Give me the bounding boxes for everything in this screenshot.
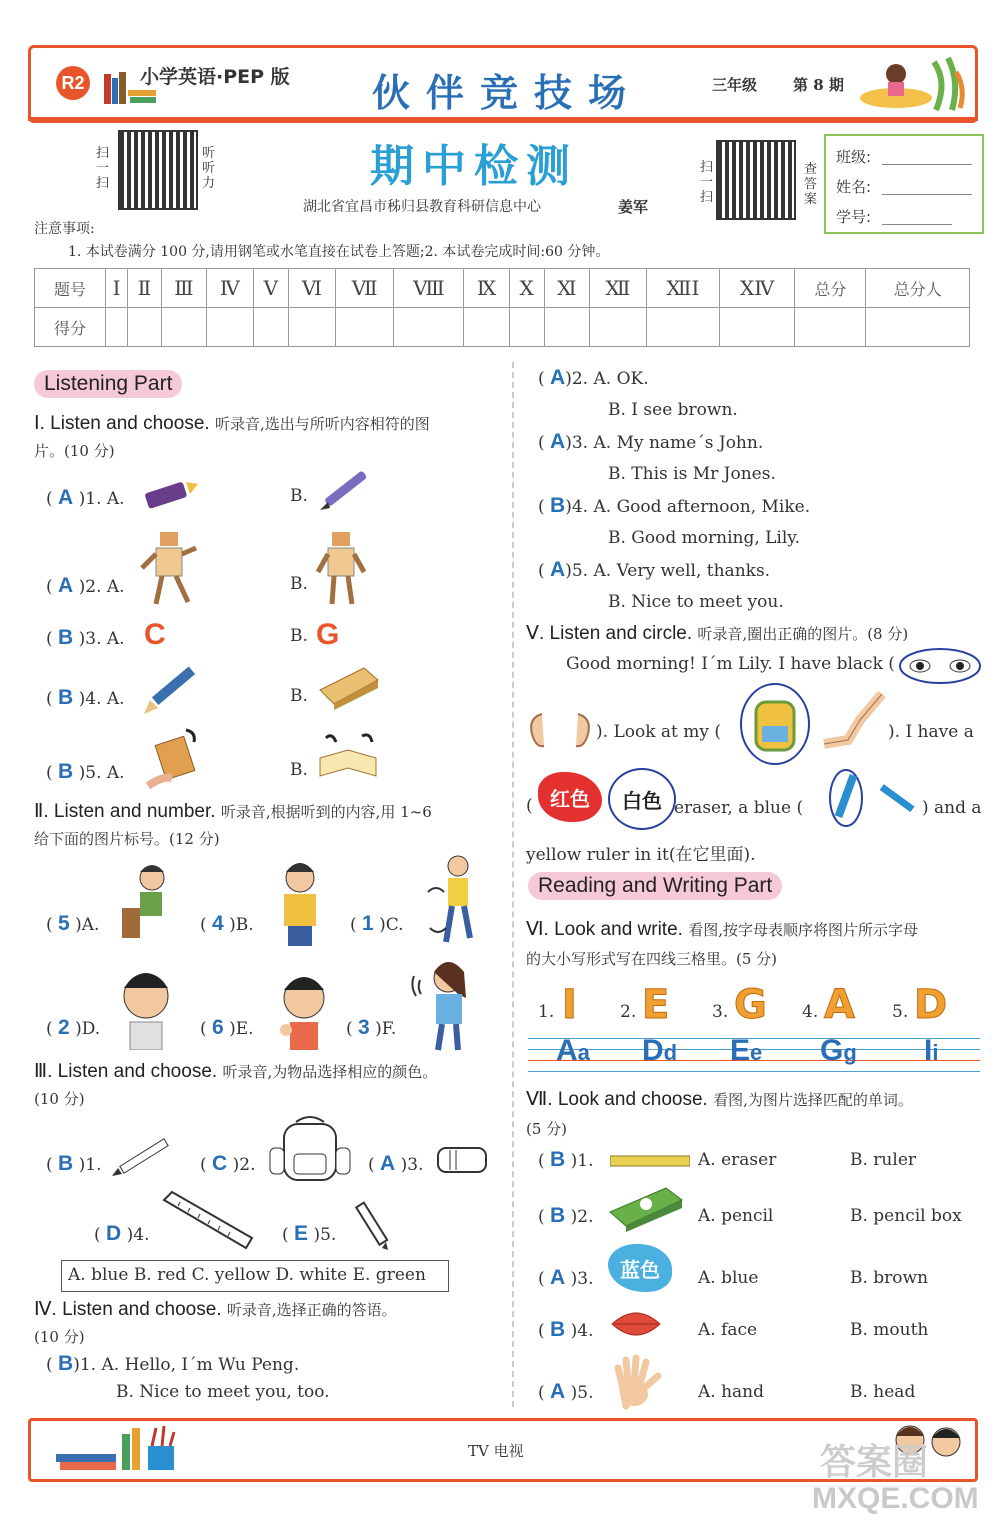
section-4-item-4: ( B)4. A. Good afternoon, Mike. xyxy=(538,494,811,517)
score-col: Ⅲ xyxy=(161,269,206,308)
scorer-cell[interactable] xyxy=(866,308,970,347)
answer-aa xyxy=(556,1034,590,1068)
answer[interactable]: A xyxy=(550,366,566,389)
section-5-bracket-open: ( xyxy=(526,796,533,816)
answer[interactable]: A xyxy=(58,574,74,597)
section-1-item-4: ( B )4. A. xyxy=(46,686,125,709)
section-5-title-en: Ⅴ. Listen and circle. xyxy=(526,623,693,644)
section-6-title-en: Ⅵ. Look and write. xyxy=(526,919,683,940)
section-4-title xyxy=(34,1298,397,1321)
section-2-item-d: ( 2 )D. xyxy=(46,1016,101,1039)
pens-circled-icon[interactable] xyxy=(826,768,920,828)
fancy-letter-g: G xyxy=(734,982,767,1028)
section-2-item-b: ( 4 )B. xyxy=(200,912,254,935)
section-3-item-4: ( D )4. xyxy=(94,1222,150,1245)
section-2-item-f: ( 3 )F. xyxy=(346,1016,397,1039)
item-label: )B. xyxy=(229,915,254,935)
option-a: A. Hello, I´m Wu Peng. xyxy=(101,1355,300,1375)
section-4-item-4-option-b: B. Good morning, Lily. xyxy=(608,528,801,548)
robot-icon xyxy=(136,528,202,608)
answer[interactable]: B xyxy=(550,1148,566,1171)
item-number: )5. A. xyxy=(78,763,125,783)
section-5-line-4: yellow ruler in it(在它里面). xyxy=(526,845,756,865)
boy-clapping-icon xyxy=(272,970,334,1052)
score-cell[interactable] xyxy=(589,308,646,347)
answer[interactable]: A xyxy=(380,1152,396,1175)
section-7-item-1-b: B. ruler xyxy=(850,1150,916,1170)
red-color-patch: 红色 xyxy=(538,772,602,822)
ruler-icon xyxy=(610,1154,690,1168)
section-5-line-2b: ). I have a xyxy=(888,722,974,742)
score-col: Ⅶ xyxy=(335,269,393,308)
item-number: )3. xyxy=(570,1269,594,1289)
pen-icon xyxy=(316,464,374,516)
section-7-item-1: ( B )1. xyxy=(538,1148,594,1171)
item-number: )4. xyxy=(570,1321,594,1341)
section-4-item-5-option-b: B. Nice to meet you. xyxy=(608,592,784,612)
section-1-item-2-b: B. xyxy=(290,574,308,594)
section-1-instruction-cont: 片。(10 分) xyxy=(34,442,115,460)
section-5-line-3b: ) and a xyxy=(922,798,982,818)
answer[interactable]: B xyxy=(58,626,74,649)
section-7-item-3: ( A )3. xyxy=(538,1266,594,1289)
item-number: )5. xyxy=(565,561,589,581)
letter-c-picture: C xyxy=(144,618,166,651)
answer[interactable]: D xyxy=(106,1222,122,1245)
answer[interactable]: A xyxy=(58,486,74,509)
answer[interactable]: E xyxy=(294,1222,309,1245)
section-5-line-2a: ). Look at my ( xyxy=(596,722,722,742)
backpack-outline-icon xyxy=(266,1114,354,1186)
section-1-item-5-b: B. xyxy=(290,760,308,780)
watermark-text: 答案圈 xyxy=(820,1441,929,1482)
white-color-circled[interactable]: 白色 xyxy=(608,768,676,830)
item-number: )1. xyxy=(73,1355,97,1375)
section-2-title xyxy=(34,800,432,823)
item-number: )1. A. xyxy=(78,489,125,509)
blue-color-patch: 蓝色 xyxy=(608,1244,672,1292)
letter-g-picture: G xyxy=(316,618,340,651)
section-4-item-3: ( A)3. A. My name´s John. xyxy=(538,430,764,453)
answer-upper: I xyxy=(924,1034,933,1067)
class-field[interactable] xyxy=(882,164,972,165)
score-cell[interactable] xyxy=(106,308,128,347)
answer[interactable]: B xyxy=(550,494,566,517)
header-decoration-icon xyxy=(856,52,968,114)
section-5-title xyxy=(526,622,908,645)
section-1-item-5: ( B )5. A. xyxy=(46,760,125,783)
newspaper-title: 伙伴竞技场 xyxy=(372,70,643,115)
answer[interactable]: C xyxy=(212,1152,228,1175)
item-number: )4. xyxy=(126,1225,150,1245)
score-table-score-row xyxy=(35,308,970,347)
boy-touching-ear-icon xyxy=(116,968,178,1050)
answer-lower: g xyxy=(843,1040,857,1065)
answer[interactable]: 4 xyxy=(212,912,224,935)
student-info-box xyxy=(824,134,984,234)
score-cell[interactable] xyxy=(289,308,336,347)
score-cell[interactable] xyxy=(161,308,206,347)
section-4-item-5: ( A)5. A. Very well, thanks. xyxy=(538,558,771,581)
answer-ii xyxy=(924,1034,938,1068)
score-cell[interactable] xyxy=(128,308,162,347)
score-cell[interactable] xyxy=(544,308,589,347)
item-number: )5. xyxy=(313,1225,337,1245)
section-7-item-3-a: A. blue xyxy=(698,1268,759,1288)
pen-outline-icon xyxy=(110,1132,174,1180)
section-2-title-en: Ⅱ. Listen and number. xyxy=(34,801,216,822)
closed-book-icon xyxy=(142,726,204,792)
answer[interactable]: 2 xyxy=(58,1016,70,1039)
section-7-item-3-b: B. brown xyxy=(850,1268,929,1288)
fancy-letter-d: D xyxy=(914,982,948,1028)
section-6-item-4-number: 4. xyxy=(802,1002,819,1022)
color-options: A. blue B. red C. yellow D. white E. green xyxy=(68,1265,426,1285)
answer-upper: E xyxy=(730,1034,751,1067)
score-col: Ⅵ xyxy=(289,269,336,308)
answer[interactable]: B xyxy=(58,686,74,709)
section-7-title xyxy=(526,1088,913,1111)
answer-ee xyxy=(730,1034,762,1068)
section-7-item-2-b: B. pencil box xyxy=(850,1206,962,1226)
section-1-title-en: Ⅰ. Listen and choose. xyxy=(34,413,210,434)
score-table xyxy=(34,268,970,347)
item-number: )1. xyxy=(78,1155,102,1175)
option-a: A. Very well, thanks. xyxy=(593,561,771,581)
answer-upper: D xyxy=(642,1034,664,1067)
schoolbag-circled-icon[interactable] xyxy=(738,682,812,766)
option-a: A. My name´s John. xyxy=(593,433,764,453)
crayon-icon xyxy=(140,478,200,512)
notes-body: 1. 本试卷满分 100 分,请用钢笔或水笔直接在试卷上答题;2. 本试卷完成时间:60 分钟。 xyxy=(68,244,610,260)
student-id-label: 学号: xyxy=(836,208,872,226)
answer[interactable]: 6 xyxy=(212,1016,224,1039)
section-4-title-en: Ⅳ. Listen and choose. xyxy=(34,1299,222,1320)
item-number: )2. xyxy=(570,1207,594,1227)
section-4-item-2-option-b: B. I see brown. xyxy=(608,400,738,420)
answer[interactable]: 3 xyxy=(358,1016,370,1039)
score-col: Ⅳ xyxy=(207,269,254,308)
score-col: Ⅹ xyxy=(509,269,544,308)
score-cell[interactable] xyxy=(207,308,254,347)
notes-heading: 注意事项: xyxy=(34,221,95,237)
leg-icon xyxy=(818,690,890,752)
author-organization: 湖北省宜昌市秭归县教育科研信息中心 xyxy=(303,199,541,215)
answer[interactable]: B xyxy=(58,1352,74,1375)
section-7-title-en: Ⅶ. Look and choose. xyxy=(526,1089,708,1110)
item-number: )1. xyxy=(570,1151,594,1171)
pencil-outline-icon xyxy=(346,1194,392,1252)
color-options-box xyxy=(61,1260,449,1292)
books-stack-icon xyxy=(52,1424,182,1472)
section-1-item-1-b: B. xyxy=(290,486,308,506)
item-number: )3. xyxy=(400,1155,424,1175)
answer[interactable]: A xyxy=(550,430,566,453)
section-1-instruction: 听录音,选出与所听内容相符的图 xyxy=(214,415,430,433)
score-cell[interactable] xyxy=(646,308,719,347)
answer-lower: d xyxy=(663,1040,678,1065)
series-name: 小学英语·PEP 版 xyxy=(140,66,290,88)
score-col: Ⅴ xyxy=(253,269,288,308)
answer[interactable]: B xyxy=(550,1318,566,1341)
answer-lower: e xyxy=(750,1040,763,1065)
score-table-row-label: 题号 xyxy=(35,269,106,308)
section-5-instruction: 听录音,圈出正确的图片。(8 分) xyxy=(697,625,909,643)
section-2-instruction: 听录音,根据听到的内容,用 1~6 xyxy=(220,803,432,821)
answer-qr-code[interactable] xyxy=(716,140,796,220)
author-name: 姜军 xyxy=(618,198,649,216)
section-7-instruction: 看图,为图片选择匹配的单词。 xyxy=(713,1091,913,1109)
section-1-item-1: ( A )1. A. xyxy=(46,486,125,509)
section-6-item-5-number: 5. xyxy=(892,1002,909,1022)
fancy-letter-i: I xyxy=(562,982,577,1028)
item-label: )D. xyxy=(75,1019,101,1039)
reading-writing-part-heading: Reading and Writing Part xyxy=(528,872,782,900)
section-7-item-4-a: A. face xyxy=(698,1320,758,1340)
answer[interactable]: A xyxy=(550,1266,566,1289)
score-col: Ⅰ xyxy=(106,269,128,308)
score-cell[interactable] xyxy=(335,308,393,347)
answer[interactable]: A xyxy=(550,1380,566,1403)
score-cell[interactable] xyxy=(394,308,464,347)
scorer-header: 总分人 xyxy=(866,269,970,308)
header-underline xyxy=(28,117,978,121)
watermark-url: MXQE.COM xyxy=(812,1482,979,1515)
score-cell[interactable] xyxy=(509,308,544,347)
section-6-item-1-number: 1. xyxy=(538,1002,555,1022)
section-7-item-5-b: B. head xyxy=(850,1382,916,1402)
pencil-icon xyxy=(142,660,200,716)
section-3-title-en: Ⅲ. Listen and choose. xyxy=(34,1061,218,1082)
series-badge: R2 xyxy=(56,66,90,100)
score-col: ⅩⅣ xyxy=(719,269,794,308)
class-label: 班级: xyxy=(836,148,872,166)
section-2-item-a: ( 5 )A. xyxy=(46,912,100,935)
score-col: Ⅸ xyxy=(464,269,509,308)
girl-waving-icon xyxy=(408,956,480,1052)
section-6-item-2-number: 2. xyxy=(620,1002,637,1022)
item-number: )4. xyxy=(565,497,589,517)
hand-icon xyxy=(610,1354,666,1410)
section-4-item-1-option-b: B. Nice to meet you, too. xyxy=(116,1382,330,1402)
total-score-header: 总分 xyxy=(795,269,866,308)
answer-dd xyxy=(642,1034,677,1068)
section-7-item-5: ( A )5. xyxy=(538,1380,594,1403)
section-4-item-1: ( B)1. A. Hello, I´m Wu Peng. xyxy=(46,1352,300,1375)
mouth-icon xyxy=(608,1306,664,1342)
qr-left-label-b: 听听力 xyxy=(202,146,216,191)
section-3-item-3: ( A )3. xyxy=(368,1152,424,1175)
section-7-item-2-a: A. pencil xyxy=(698,1206,774,1226)
score-cell[interactable] xyxy=(464,308,509,347)
ruler-outline-icon xyxy=(160,1190,256,1252)
section-7-item-4-b: B. mouth xyxy=(850,1320,929,1340)
section-4-instruction-cont: (10 分) xyxy=(34,1328,85,1346)
column-divider xyxy=(512,362,514,1407)
section-6-item-3-number: 3. xyxy=(712,1002,729,1022)
section-6-title xyxy=(526,918,918,941)
section-1-item-3-b: B. xyxy=(290,626,308,646)
section-3-instruction-cont: (10 分) xyxy=(34,1090,85,1108)
item-label: )F. xyxy=(375,1019,397,1039)
fancy-letter-a: A xyxy=(824,982,855,1028)
section-2-item-c: ( 1 )C. xyxy=(350,912,404,935)
answer-upper: A xyxy=(556,1034,578,1067)
boy-with-backpack-icon xyxy=(270,858,332,948)
score-cell[interactable] xyxy=(253,308,288,347)
fancy-letter-e: E xyxy=(642,982,670,1028)
total-score-cell[interactable] xyxy=(795,308,866,347)
score-cell[interactable] xyxy=(719,308,794,347)
section-1-title xyxy=(34,412,430,435)
section-4-item-2: ( A)2. A. OK. xyxy=(538,366,649,389)
score-table-header-row xyxy=(35,269,970,308)
boy-spinning-icon xyxy=(424,852,486,948)
section-6-instruction: 看图,按字母表顺序将图片所示字母 xyxy=(688,921,918,939)
pencil-box-green-icon xyxy=(606,1184,686,1232)
item-number: )2. xyxy=(565,369,589,389)
eraser-outline-icon xyxy=(436,1146,488,1176)
answer-lower: i xyxy=(932,1040,939,1065)
item-number: )3. xyxy=(565,433,589,453)
name-field[interactable] xyxy=(882,194,972,195)
qr-left-label-a: 扫一扫 xyxy=(96,146,110,191)
section-1-item-3: ( B )3. A. xyxy=(46,626,125,649)
section-7-item-5-a: A. hand xyxy=(698,1382,764,1402)
section-7-item-1-a: A. eraser xyxy=(698,1150,777,1170)
name-label: 姓名: xyxy=(836,178,872,196)
listening-part-heading: Listening Part xyxy=(34,370,182,398)
option-a: A. Good afternoon, Mike. xyxy=(593,497,811,517)
section-3-title xyxy=(34,1060,437,1083)
score-col: Ⅷ xyxy=(394,269,464,308)
answer-gg xyxy=(820,1034,857,1068)
answer[interactable]: 5 xyxy=(58,912,70,935)
grade-label: 三年级 xyxy=(712,76,758,94)
item-label: )E. xyxy=(229,1019,254,1039)
answer[interactable]: B xyxy=(550,1204,566,1227)
robot-icon xyxy=(316,528,368,608)
score-row-label: 得分 xyxy=(35,308,106,347)
section-7-item-2: ( B )2. xyxy=(538,1204,594,1227)
section-4-instruction: 听录音,选择正确的答语。 xyxy=(226,1301,397,1319)
section-3-item-2: ( C )2. xyxy=(200,1152,256,1175)
score-col: ⅫI xyxy=(646,269,719,308)
answer-lower: a xyxy=(577,1040,590,1065)
section-1-item-4-b: B. xyxy=(290,686,308,706)
issue-label: 第 8 期 xyxy=(793,76,844,94)
section-1-item-2: ( A )2. A. xyxy=(46,574,125,597)
item-label: )C. xyxy=(379,915,404,935)
section-3-item-1: ( B )1. xyxy=(46,1152,102,1175)
item-label: )A. xyxy=(75,915,100,935)
ears-icon xyxy=(524,708,596,752)
eyes-circled-icon[interactable] xyxy=(898,646,986,686)
answer[interactable]: B xyxy=(58,1152,74,1175)
section-2-item-e: ( 6 )E. xyxy=(200,1016,254,1039)
item-number: )4. A. xyxy=(78,689,125,709)
listening-qr-code[interactable] xyxy=(118,130,198,210)
section-3-item-5: ( E )5. xyxy=(282,1222,337,1245)
item-number: )3. A. xyxy=(78,629,125,649)
student-id-field[interactable] xyxy=(882,224,952,225)
open-book-icon xyxy=(312,728,384,784)
qr-right-label-b: 查答案 xyxy=(804,162,818,207)
section-3-instruction: 听录音,为物品选择相应的颜色。 xyxy=(222,1063,438,1081)
section-4-item-3-option-b: B. This is Mr Jones. xyxy=(608,464,776,484)
item-number: )5. xyxy=(570,1383,594,1403)
qr-right-label-a: 扫一扫 xyxy=(700,160,714,205)
score-col: Ⅱ xyxy=(128,269,162,308)
pencil-box-icon xyxy=(316,664,380,710)
section-6-instruction-cont: 的大小写形式写在四线三格里。(5 分) xyxy=(526,950,778,968)
item-number: )2. A. xyxy=(78,577,125,597)
section-7-item-4: ( B )4. xyxy=(538,1318,594,1341)
score-col: Ⅻ xyxy=(589,269,646,308)
exam-title: 期中检测 xyxy=(370,141,578,192)
answer[interactable]: A xyxy=(550,558,566,581)
item-number: )2. xyxy=(232,1155,256,1175)
option-a: A. OK. xyxy=(593,369,649,389)
section-7-instruction-cont: (5 分) xyxy=(526,1120,568,1138)
section-2-instruction-cont: 给下面的图片标号。(12 分) xyxy=(34,830,220,848)
answer[interactable]: 1 xyxy=(362,912,374,935)
answer-upper: G xyxy=(820,1034,844,1067)
answer[interactable]: B xyxy=(58,760,74,783)
section-5-line-1: Good morning! I´m Lily. I have black ( xyxy=(566,654,895,674)
score-col: Ⅺ xyxy=(544,269,589,308)
section-5-line-3a: eraser, a blue ( xyxy=(674,798,804,818)
footer-text: TV 电视 xyxy=(468,1442,524,1460)
boy-sitting-icon xyxy=(116,862,178,944)
